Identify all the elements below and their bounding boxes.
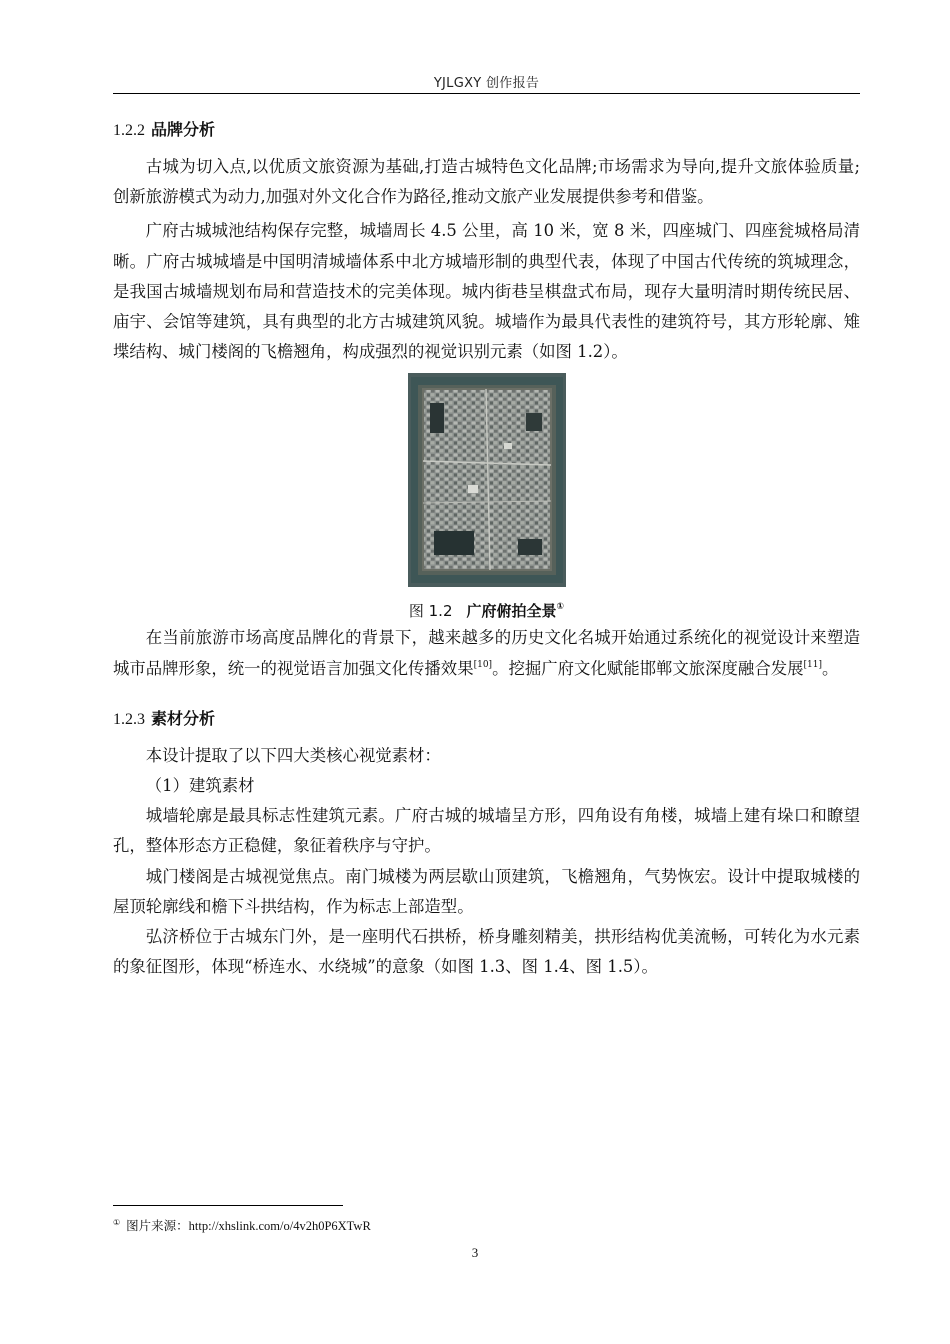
- section-heading-1-2-3: [113, 702, 860, 737]
- citation-ref-11: [11]: [803, 659, 822, 670]
- footnote-rule: [113, 1205, 343, 1206]
- list-heading: （1）建筑素材: [145, 776, 255, 796]
- page-content: [113, 113, 860, 982]
- running-header: YJLGXY 创作报告: [433, 76, 540, 91]
- figure-title: 广府俯拍全景: [466, 602, 557, 621]
- figure-1-2: [113, 373, 860, 623]
- footnote-reference: ①: [556, 602, 565, 613]
- footnote-text: 图片来源：http://xhslink.com/o/4v2h0P6XTwR: [126, 1219, 371, 1233]
- paragraph: 本设计提取了以下四大类核心视觉素材：: [145, 745, 441, 765]
- paragraph: 广府古城城池结构保存完整，城墙周长 4.5 公里，高 10 米，宽 8 米，四座城门、四座瓮城格局清晰。广府古城城墙是中国明清城墙体系中北方城墙形制的典型代表，体现了中国古代传统的筑城理念，是我国古城墙规划布局和营造技术的完美体现。城内街巷呈棋盘式布局，现存大量明清时期传统民居、庙宇、会馆等建筑，具有典型的北方古城建筑风貌。城墙作为最具代表性的建筑符号，其方形轮廓、雉堞结构、城门楼阁的飞檐翘角，构成强烈的视觉识别元素（如图 1.2）。: [113, 221, 860, 362]
- section-title: 素材分析: [151, 708, 216, 728]
- citation-ref-10: [10]: [473, 659, 493, 670]
- paragraph: 弘济桥位于古城东门外，是一座明代石拱桥，桥身雕刻精美，拱形结构优美流畅，可转化为水元素的象征图形，体现“桥连水、水绕城”的意象（如图 1.3、图 1.4、图 1.5）。: [113, 927, 860, 977]
- paragraph: 城墙轮廓是最具标志性建筑元素。广府古城的城墙呈方形，四角设有角楼，城墙上建有垛口和瞭望孔，整体形态方正稳健，象征着秩序与守护。: [113, 806, 860, 856]
- paragraph: 古城为切入点,以优质文旅资源为基础,打造古城特色文化品牌;市场需求为导向,提升文旅体验质量;创新旅游模式为动力,加强对外文化合作为路径,推动文旅产业发展提供参考和借鉴。: [113, 157, 860, 207]
- paragraph-text: 在当前旅游市场高度品牌化的背景下，越来越多的历史文化名城开始通过系统化的视觉设计来塑造城市品牌形象，统一的视觉语言加强文化传播效果: [113, 628, 860, 678]
- aerial-photo-guangfu: [408, 373, 566, 587]
- section-heading-1-2-2: [113, 113, 860, 148]
- section-title: 品牌分析: [151, 120, 216, 139]
- section-number: 1.2.3: [113, 710, 145, 728]
- footnote: [113, 1216, 371, 1234]
- paragraph-text: 。: [821, 658, 839, 678]
- page-number: 3: [471, 1245, 479, 1260]
- paragraph: [113, 623, 860, 683]
- footnote-mark: ①: [113, 1218, 121, 1227]
- paragraph-text: 。挖掘广府文化赋能邯郸文旅深度融合发展: [492, 658, 804, 678]
- figure-number: 图 1.2: [408, 602, 453, 621]
- paragraph: 城门楼阁是古城视觉焦点。南门城楼为两层歇山顶建筑，飞檐翘角，气势恢宏。设计中提取城楼的屋顶轮廓线和檐下斗拱结构，作为标志上部造型。: [113, 866, 860, 916]
- header-rule: [113, 93, 860, 94]
- figure-caption: [113, 599, 860, 623]
- section-number: 1.2.2: [113, 122, 145, 139]
